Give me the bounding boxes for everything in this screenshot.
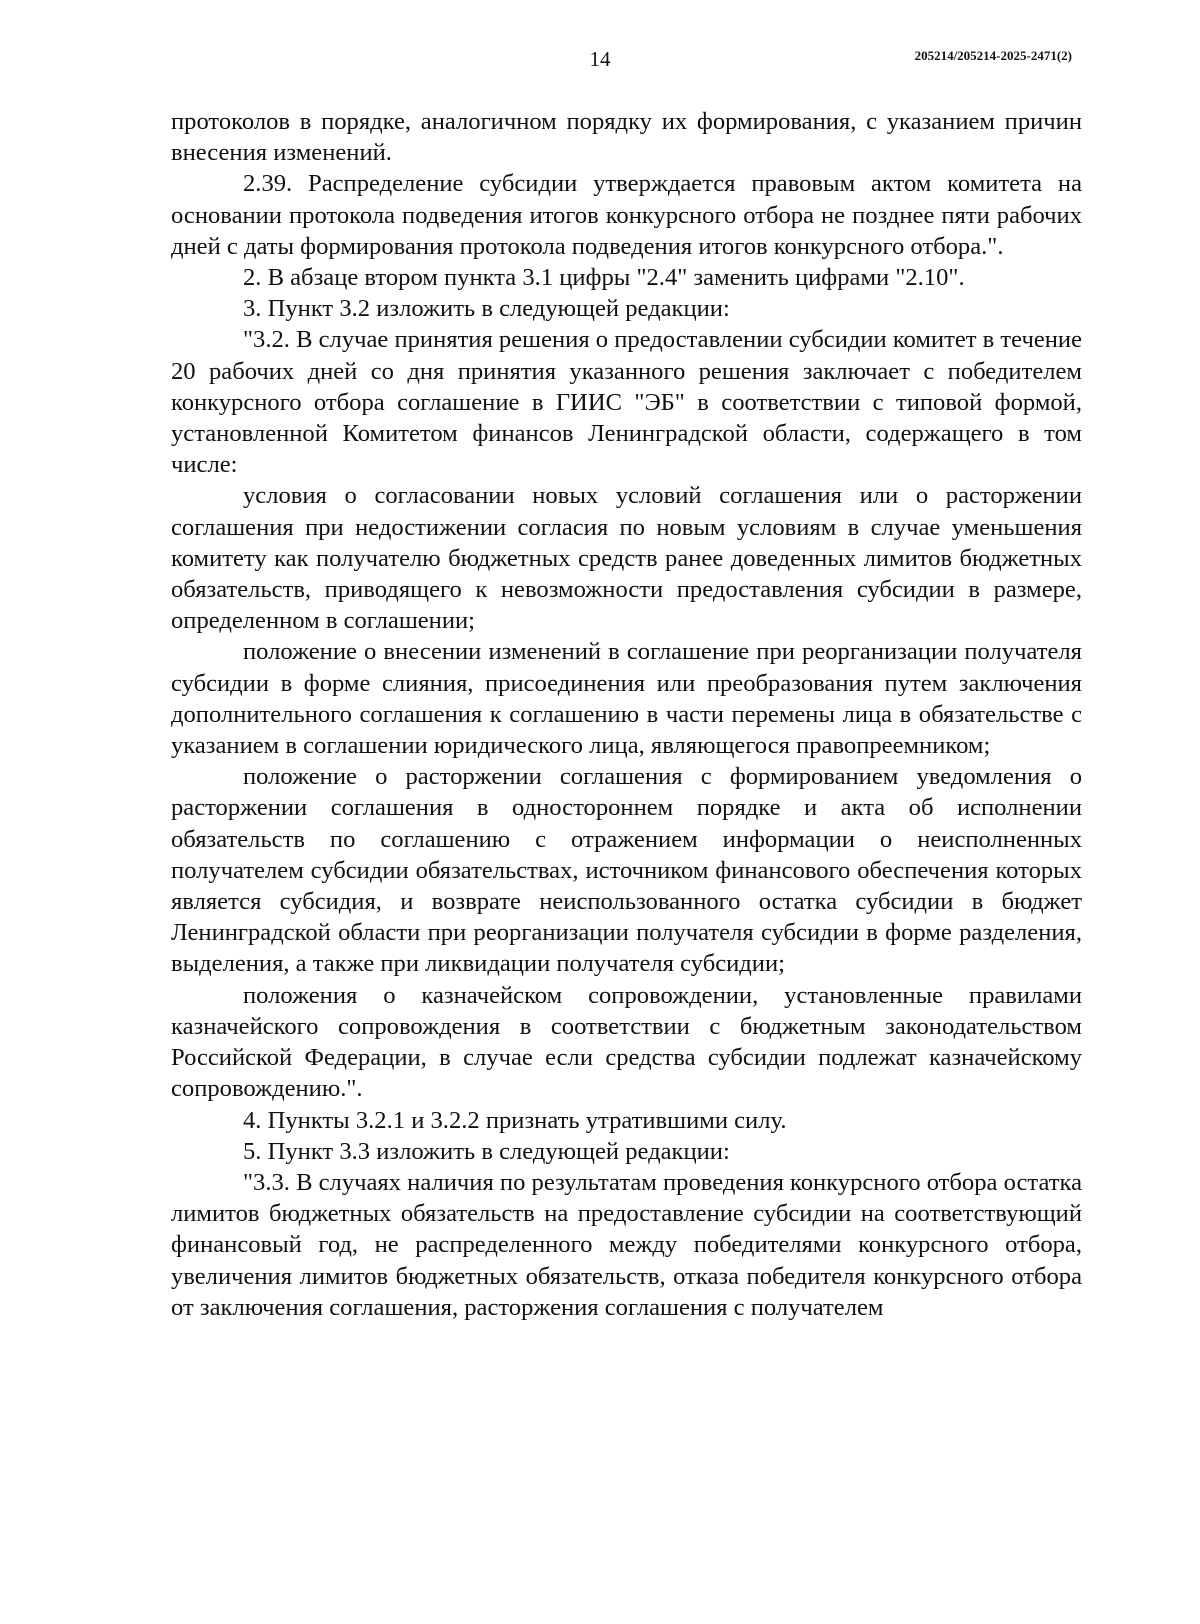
document-body: [171, 106, 1082, 1323]
paragraph-3-3: "3.3. В случаях наличия по результатам проведения конкурсного отбора остатка лимитов бюджетных обязательств на предоставление субсидии на соответствующий финансовый год, не распределенного между победителями конкурсного отбора, увеличения лимитов бюджетных обязательств, отказа победителя конкурсного отбора от заключения соглашения, расторжения соглашения с получателем: [171, 1168, 1082, 1321]
paragraph-amendment-2: 2. В абзаце втором пункта 3.1 цифры "2.4" заменить цифрами "2.10".: [243, 264, 965, 292]
paragraph-amendment-5: 5. Пункт 3.3 изложить в следующей редакции:: [243, 1137, 730, 1165]
paragraph-termination: положение о расторжении соглашения с формированием уведомления о расторжении соглашения в одностороннем порядке и акта об исполнении обязательств по соглашению с отражением информации о неисполненных получателем субсидии обязательствах, источником финансового обеспечения которых является субсидия, и возврате неиспользованного остатка субсидии в бюджет Ленинградской области при реорганизации получателя субсидии в форме разделения, выделения, а также при ликвидации получателя субсидии;: [171, 763, 1082, 978]
document-code: 205214/205214-2025-2471(2): [914, 48, 1072, 63]
page-number: 14: [589, 47, 611, 71]
paragraph-amendment-4: 4. Пункты 3.2.1 и 3.2.2 признать утратившими силу.: [243, 1106, 787, 1134]
paragraph-amendment-3: 3. Пункт 3.2 изложить в следующей редакции:: [243, 295, 730, 323]
paragraph-conditions: условия о согласовании новых условий соглашения или о расторжении соглашения при недостижении согласия по новым условиям в случае уменьшения комитету как получателю бюджетных средств ранее доведенных лимитов бюджетных обязательств, приводящего к невозможности предоставления субсидии в размере, определенном в соглашении;: [171, 482, 1082, 635]
paragraph-continuation: протоколов в порядке, аналогичном порядку их формирования, с указанием причин внесения изменений.: [171, 108, 1082, 167]
paragraph-3-2: "3.2. В случае принятия решения о предоставлении субсидии комитет в течение 20 рабочих дней со дня принятия указанного решения заключает с победителем конкурсного отбора соглашение в ГИИС "ЭБ" в соответствии с типовой формой, установленной Комитетом финансов Ленинградской области, содержащего в том числе:: [171, 326, 1082, 479]
paragraph-reorganization: положение о внесении изменений в соглашение при реорганизации получателя субсидии в форме слияния, присоединения или преобразования путем заключения дополнительного соглашения к соглашению в части перемены лица в обязательстве с указанием в соглашении юридического лица, являющегося правопреемником;: [171, 638, 1082, 760]
paragraph-treasury-support: положения о казначейском сопровождении, установленные правилами казначейского сопровождения в соответствии с бюджетным законодательством Российской Федерации, в случае если средства субсидии подлежат казначейскому сопровождению.".: [171, 981, 1082, 1103]
paragraph-2-39: 2.39. Распределение субсидии утверждается правовым актом комитета на основании протокола подведения итогов конкурсного отбора не позднее пяти рабочих дней с даты формирования протокола подведения итогов конкурсного отбора.".: [171, 170, 1082, 260]
